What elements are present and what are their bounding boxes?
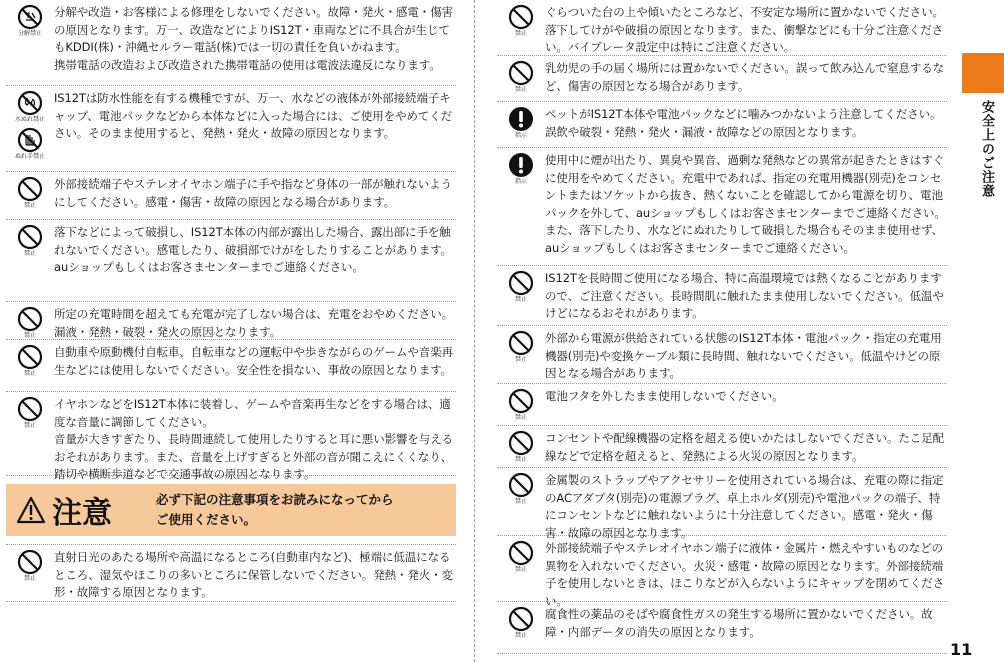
icon-caption: 禁止	[23, 422, 36, 429]
item-paragraph: ぐらついた台の上や傾いたところなど、不安定な場所に置かないでください。落下してけがや破損の原因となります。また、衝撃などにも十分ご注意ください。バイブレータ設定中は特にご注意ください。	[545, 5, 944, 54]
icon-caption: 禁止	[514, 86, 527, 93]
icon-caption: 禁止	[514, 498, 527, 505]
item-paragraph: 外部接続端子やステレオイヤホン端子に手や指など身体の一部が触れないようにしてください。感電・傷害・故障の原因となる場合があります。	[54, 177, 452, 209]
item-text	[54, 4, 456, 74]
item-paragraph: 電池フタを外したまま使用しないでください。	[545, 389, 784, 403]
warning-triangle-icon	[16, 496, 46, 524]
item-icons	[497, 270, 545, 307]
prohibited-icon	[508, 4, 534, 38]
safety-item	[497, 426, 947, 468]
caution-title: 注意	[52, 496, 112, 531]
item-paragraph: 外部接続端子やステレオイヤホン端子に液体・金属片・燃えやすいものなどの異物を入れないでください。火災・感電・故障の原因となります。外部接続端子を使用しないときは、ほこりなどが入らないようにキャップを閉めてください。	[545, 541, 944, 608]
icon-caption: 水ぬれ禁止	[14, 116, 45, 123]
item-icons	[6, 4, 54, 41]
item-paragraph: コンセントや配線機器の定格を超える使いかたはしないでください。たこ足配線などで定格を超えると、発熱による火災の原因となります。	[545, 431, 944, 463]
safety-item	[497, 536, 947, 608]
item-icons	[6, 306, 54, 343]
item-text	[545, 540, 947, 610]
caution-message-line: 必ず下記の注意事項をお読みになってから	[156, 492, 394, 507]
item-text	[545, 106, 947, 141]
prohibited-icon	[17, 344, 43, 378]
item-paragraph: 所定の充電時間を超えても充電が完了しない場合は、充電をおやめください。漏液・発熱・破裂・発火の原因となります。	[54, 307, 453, 339]
item-text	[54, 176, 456, 211]
prohibited-icon	[508, 430, 534, 464]
item-icons	[6, 396, 54, 433]
item-paragraph: IS12Tを長時間ご使用になる場合、特に高温環境では熱くなることがありますので、ご注意ください。長時間肌に触れたまま使用しないでください。低温やけどになるおそれがあります。	[545, 271, 944, 320]
item-icons	[497, 540, 545, 577]
safety-item	[6, 0, 456, 86]
safety-item	[6, 544, 456, 602]
icon-caption: 禁止	[23, 332, 36, 339]
safety-item	[497, 56, 947, 102]
left-column	[6, 0, 456, 602]
prohibited-icon	[508, 388, 534, 422]
item-text	[545, 388, 947, 406]
section-label: 安全上のご注意	[979, 100, 994, 198]
prohibited-icon	[17, 224, 43, 258]
item-icons	[6, 549, 54, 586]
page-number: 11	[950, 640, 973, 659]
icon-caption: 禁止	[514, 632, 527, 639]
item-icons	[497, 330, 545, 367]
item-icons	[497, 388, 545, 425]
icon-caption: 分解禁止	[17, 30, 42, 37]
item-text	[54, 90, 456, 143]
instruction-icon	[508, 152, 534, 186]
safety-item	[6, 392, 456, 481]
item-text	[545, 472, 947, 542]
caution-mark	[6, 488, 156, 532]
item-icons	[497, 606, 545, 643]
item-text	[545, 152, 947, 257]
item-paragraph: 携帯電話の改造および改造された携帯電話の使用は電波法違反になります。	[54, 57, 441, 72]
item-paragraph: 外部から電源が供給されている状態のIS12T本体・電池パック・指定の充電用機器(別売)や変換ケーブル類に長時間、触れないでください。低温やけどの原因となる場合があります。	[545, 331, 942, 380]
item-paragraph: 直射日光のあたる場所や高温になるところ(自動車内など)、極端に低温になるところ、湿気やほこりの多いところに保管しないでください。発熱・発火・変形・故障する原因となります。	[54, 550, 453, 599]
item-paragraph: 使用中に煙が出たり、異臭や異音、過剰な発熱などの異常が起きたときはすぐに使用をやめてください。充電中であれば、指定の充電用機器(別売)をコンセントまたはソケットから抜き、熱くないことを確認してから電源を切り、電池パックを外して、auショップもしくはお客さまセンターまでご連絡ください。また、落下したり、水などにぬれたりして破損した場合もそのまま使用せず、auショップもしくはお客さまセンターまでご連絡ください。	[545, 153, 946, 255]
item-icons	[6, 90, 54, 164]
prohibited-icon	[508, 606, 534, 640]
safety-item	[497, 0, 947, 56]
safety-item	[497, 602, 947, 654]
item-text	[54, 224, 456, 277]
icon-caption: ぬれ手禁止	[14, 153, 45, 160]
caution-banner	[6, 484, 456, 536]
prohibited-icon	[17, 306, 43, 340]
item-text	[54, 549, 456, 602]
prohibited-icon	[17, 396, 43, 430]
item-text	[545, 60, 947, 95]
prohibited-icon	[508, 60, 534, 94]
item-text	[545, 330, 947, 383]
no-water-icon	[15, 90, 45, 124]
item-icons	[497, 60, 545, 97]
no-disassembly-icon	[17, 4, 43, 38]
caution-message	[156, 490, 394, 530]
no-wet-hands-icon	[15, 127, 45, 161]
safety-item	[6, 220, 456, 302]
item-paragraph: 乳幼児の手の届く場所には置かないでください。誤って飲み込んで窒息するなど、傷害の原因となる場合があります。	[545, 61, 944, 93]
icon-caption: 指示	[514, 178, 527, 185]
icon-caption: 指示	[514, 132, 527, 139]
item-icons	[6, 224, 54, 261]
item-paragraph: 分解や改造・お客様による修理をしないでください。故障・発火・感電・傷害の原因となります。万一、改造などによりIS12T・車両などに不具合が生じてもKDDI(株)・沖縄セルラー電話(株)では一切の責任を負いかねます。	[54, 5, 453, 54]
icon-caption: 禁止	[514, 456, 527, 463]
item-paragraph: 腐食性の薬品のそばや腐食性ガスの発生する場所に置かないでください。故障・内部データの消失の原因となります。	[545, 607, 933, 639]
caution-message-line: ご使用ください。	[156, 512, 257, 527]
safety-item	[497, 266, 947, 326]
safety-item	[6, 340, 456, 392]
prohibited-icon	[17, 176, 43, 210]
icon-caption: 禁止	[514, 30, 527, 37]
prohibited-icon	[508, 540, 534, 574]
icon-caption: 禁止	[23, 250, 36, 257]
icon-caption: 禁止	[514, 296, 527, 303]
icon-caption: 禁止	[514, 356, 527, 363]
safety-item	[497, 326, 947, 384]
safety-item	[497, 468, 947, 540]
item-paragraph: イヤホンなどをIS12T本体に装着し、ゲームや音楽再生などをする場合は、適度な音量に調節してください。	[54, 397, 451, 429]
prohibited-icon	[508, 270, 534, 304]
item-icons	[6, 176, 54, 213]
item-icons	[497, 430, 545, 467]
item-text	[545, 606, 947, 641]
item-text	[545, 4, 947, 57]
item-text	[545, 430, 947, 465]
icon-caption: 禁止	[23, 575, 36, 582]
safety-item	[497, 384, 947, 426]
safety-item	[6, 172, 456, 220]
prohibited-icon	[508, 330, 534, 364]
item-icons	[497, 152, 545, 189]
icon-caption: 禁止	[23, 370, 36, 377]
right-column	[497, 0, 947, 654]
item-text	[54, 396, 456, 484]
safety-item	[6, 86, 456, 172]
safety-item	[497, 102, 947, 148]
icon-caption: 禁止	[23, 202, 36, 209]
item-paragraph: 金属製のストラップやアクセサリーを使用されている場合は、充電の際に指定のACアダプタ(別売)の電源プラグ、卓上ホルダ(別売)や電池パックの端子、特にコンセントなどに触れないように十分注意してください。感電・発火・傷害・故障の原因となります。	[545, 473, 944, 540]
prohibited-icon	[508, 472, 534, 506]
item-text	[545, 270, 947, 323]
icon-caption: 禁止	[514, 414, 527, 421]
icon-caption: 禁止	[514, 566, 527, 573]
item-text	[54, 344, 456, 379]
column-divider	[474, 0, 475, 662]
item-icons	[497, 4, 545, 41]
item-paragraph: IS12Tは防水性能を有する機種ですが、万一、水などの液体が外部接続端子キャップ、電池パックなどから本体などに入った場合には、ご使用をやめてください。そのまま使用すると、発熱・発火・故障の原因となります。	[54, 91, 453, 140]
prohibited-icon	[17, 549, 43, 583]
section-tab	[962, 53, 1004, 93]
item-paragraph: ペットがIS12T本体や電池パックなどに噛みつかないよう注意してください。誤飲や破裂・発熱・発火・漏液・故障などの原因となります。	[545, 107, 942, 139]
safety-item	[497, 148, 947, 266]
instruction-icon	[508, 106, 534, 140]
item-icons	[497, 106, 545, 143]
item-text	[54, 306, 456, 341]
safety-item	[6, 302, 456, 340]
item-icons	[497, 472, 545, 509]
item-icons	[6, 344, 54, 381]
item-paragraph: 落下などによって破損し、IS12T本体の内部が露出した場合、露出部に手を触れないでください。感電したり、破損部でけがをしたりすることがあります。auショップもしくはお客さまセンターまでご連絡ください。	[54, 225, 453, 274]
item-paragraph: 自動車や原動機付自転車、自転車などの運転中や歩きながらのゲームや音楽再生などには使用しないでください。安全性を損ない、事故の原因となります。	[54, 345, 453, 377]
item-paragraph: 音量が大きすぎたり、長時間連続して使用したりすると耳に悪い影響を与えるおそれがあります。また、音量を上げすぎると外部の音が聞こえにくくなり、踏切や横断歩道などで交通事故の原因となります。	[54, 432, 453, 481]
